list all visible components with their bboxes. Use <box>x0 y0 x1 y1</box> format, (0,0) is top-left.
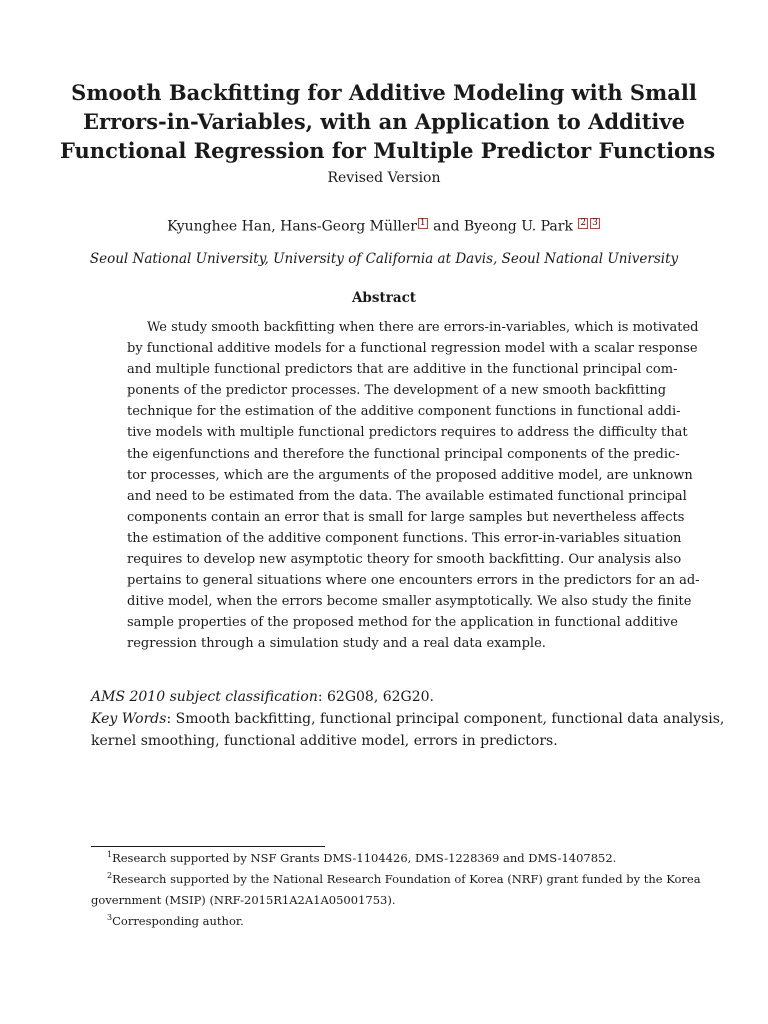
footnote-1 <box>91 848 681 869</box>
title-line: Functional Regression for Multiple Predictor Functions <box>60 138 716 163</box>
keywords-text: : Smooth backfitting, functional principal component, functional data analysis, <box>166 711 725 727</box>
footnote-link-3[interactable]: 3 <box>592 218 598 228</box>
abstract-body <box>127 317 700 655</box>
author-list <box>0 218 768 235</box>
footnote-text: Research supported by NSF Grants DMS-1104426, DMS-1228369 and DMS-1407852. <box>112 851 617 865</box>
author-names-part1: Kyunghee Han, Hans-Georg Müller <box>167 218 417 235</box>
abstract-heading: Abstract <box>351 290 417 306</box>
abstract-line: requires to develop new asymptotic theory for smooth backfitting. Our analysis also <box>127 552 682 568</box>
paper-title <box>60 78 716 165</box>
abstract-line: ditive model, when the errors become smaller asymptotically. We also study the finite <box>127 594 692 610</box>
footnote-link-2[interactable]: 2 <box>580 218 587 228</box>
keywords-label: Key Words <box>91 711 167 727</box>
footnote-mark: 3 <box>107 913 113 923</box>
title-line: Errors-in-Variables, with an Application to Additive <box>83 109 685 134</box>
abstract-line: technique for the estimation of the additive component functions in functional addi- <box>127 404 681 420</box>
abstract-line: We study smooth backfitting when there are errors-in-variables, which is motivated <box>147 320 699 335</box>
footnote-2-continued: government (MSIP) (NRF-2015R1A2A1A05001753). <box>91 893 396 907</box>
footnote-text: Corresponding author. <box>112 914 244 928</box>
author-names-part2: and Byeong U. Park <box>428 218 578 235</box>
footnote-link-1[interactable]: 1 <box>419 218 426 228</box>
ams-value: : 62G08, 62G20. <box>317 689 435 705</box>
abstract-line: components contain an error that is small for large samples but nevertheless affects <box>127 509 685 525</box>
abstract-line: by functional additive models for a functional regression model with a scalar response <box>127 341 698 357</box>
abstract-line: tor processes, which are the arguments of the proposed additive model, are unknown <box>127 467 693 483</box>
keywords-line <box>91 708 725 730</box>
version-note: Revised Version <box>327 170 441 186</box>
ams-label: AMS 2010 subject classification <box>91 689 318 705</box>
footnote-2 <box>91 869 701 890</box>
footnote-mark: 2 <box>107 871 113 881</box>
footnote-rule <box>91 846 325 847</box>
footnote-mark: 1 <box>107 850 113 860</box>
abstract-line: ponents of the predictor processes. The development of a new smooth backfitting <box>127 383 667 399</box>
abstract-line: the estimation of the additive component functions. This error-in-variables situation <box>127 530 682 546</box>
title-line: Smooth Backfitting for Additive Modeling with Small <box>71 80 697 105</box>
abstract-line: the eigenfunctions and therefore the functional principal components of the predic- <box>127 446 680 462</box>
ams-classification <box>91 686 681 708</box>
footnote-text: Research supported by the National Research Foundation of Korea (NRF) grant funded by the Korea <box>112 872 701 886</box>
abstract-line: regression through a simulation study and a real data example. <box>127 636 546 652</box>
keywords-line-2: kernel smoothing, functional additive model, errors in predictors. <box>91 733 558 749</box>
abstract-line: pertains to general situations where one encounters errors in the predictors for an ad- <box>127 573 700 589</box>
abstract-line: sample properties of the proposed method for the application in functional additive <box>127 615 678 631</box>
abstract-line: tive models with multiple functional predictors requires to address the difficulty that <box>127 425 688 441</box>
footnote-3 <box>91 911 681 932</box>
affiliations: Seoul National University, University of California at Davis, Seoul National University <box>89 251 679 267</box>
abstract-line: and need to be estimated from the data. The available estimated functional principal <box>127 488 687 504</box>
footnotes <box>91 848 701 932</box>
abstract-line: and multiple functional predictors that are additive in the functional principal com- <box>127 362 678 378</box>
classification-keywords <box>91 686 725 752</box>
